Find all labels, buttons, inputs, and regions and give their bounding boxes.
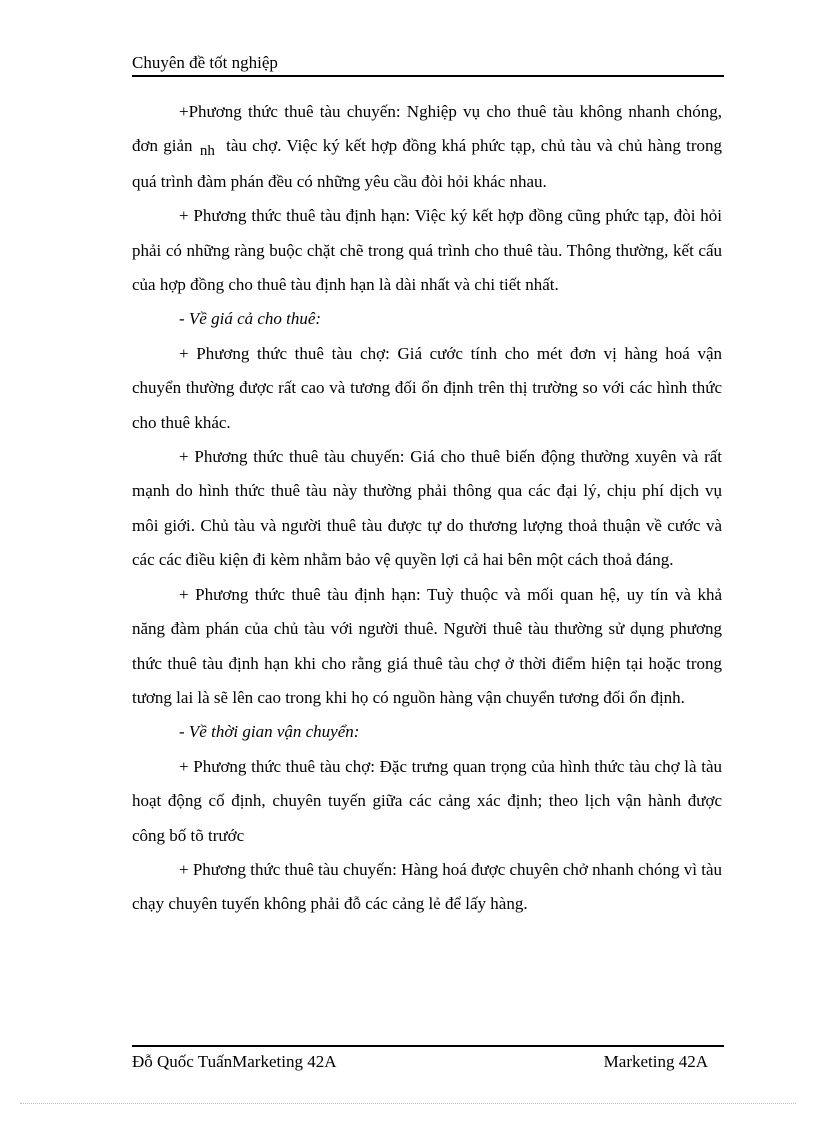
paragraph-voyage-price: + Phương thức thuê tàu chuyến: Giá cho thuê biến động thường xuyên và rất mạnh do hình thức thuê tàu này thường phải thông qua các đại lý, chịu phí dịch vụ môi giới. Chủ tàu và người thuê tàu được tự do thương lượng thoả thuận về cước và các các điều kiện đi kèm nhằm bảo vệ quyền lợi cả hai bên một cách thoả đáng. <box>132 447 722 570</box>
paragraph-voyage-charter-contract <box>132 95 722 199</box>
paragraph-time-charter-price: + Phương thức thuê tàu định hạn: Tuỳ thuộc và mối quan hệ, uy tín và khả năng đàm phán của chủ tàu với người thuê. Người thuê tàu thường sử dụng phương thức thuê tàu định hạn khi cho rằng giá thuê tàu chợ ở thời điểm hiện tại hoặc trong tương lai là sẽ lên cao trong khi họ có nguồn hàng vận chuyển tương đối ổn định. <box>132 584 722 707</box>
footer-author: Đỗ Quốc TuấnMarketing 42A <box>132 1052 337 1071</box>
paragraph-liner-time: + Phương thức thuê tàu chợ: Đặc trưng quan trọng của hình thức tàu chợ là tàu hoạt động cố định, chuyên tuyến giữa các cảng xác định; theo lịch vận hành được công bố tõ trước <box>132 756 722 845</box>
paragraph-voyage-time: + Phương thức thuê tàu chuyến: Hàng hoá được chuyên chở nhanh chóng vì tàu chạy chuyên tuyến không phải đỗ các cảng lẻ để lấy hàng. <box>132 859 722 914</box>
page-bottom-dotted-line <box>20 1103 796 1104</box>
paragraph-subscript-fragment: nh <box>199 143 215 160</box>
footer-divider <box>132 1045 724 1047</box>
document-body <box>132 95 722 922</box>
paragraph-time-charter-contract: + Phương thức thuê tàu định hạn: Việc ký kết hợp đồng cũng phức tạp, đòi hỏi phải có những ràng buộc chặt chẽ trong quá trình cho thuê tàu. Thông thường, kết cấu của hợp đồng cho thuê tàu định hạn là dài nhất và chi tiết nhất. <box>132 206 722 295</box>
page-footer <box>132 1051 708 1073</box>
paragraph-text: +Phương thức thuê tàu chuyến: Nghiệp vụ cho thuê tàu không nhanh chóng, đơn giản <box>132 102 722 156</box>
page-header <box>132 52 722 74</box>
section-heading-price: - Về giá cả cho thuê: <box>179 309 322 329</box>
section-heading-transport-time: - Về thời gian vận chuyển: <box>179 722 360 742</box>
paragraph-liner-price: + Phương thức thuê tàu chợ: Giá cước tính cho mét đơn vị hàng hoá vận chuyển thường được rất cao và tương đối ổn định trên thị trường so với các hình thức cho thuê khác. <box>132 343 722 432</box>
header-title: Chuyên đề tốt nghiệp <box>132 53 278 72</box>
header-divider <box>132 75 724 77</box>
footer-class: Marketing 42A <box>603 1052 708 1071</box>
paragraph-text: tàu chợ. Việc ký kết hợp đồng khá phức tạp, chủ tàu và chủ hàng trong quá trình đàm phán đều có những yêu cầu đòi hỏi khác nhau. <box>132 136 723 191</box>
